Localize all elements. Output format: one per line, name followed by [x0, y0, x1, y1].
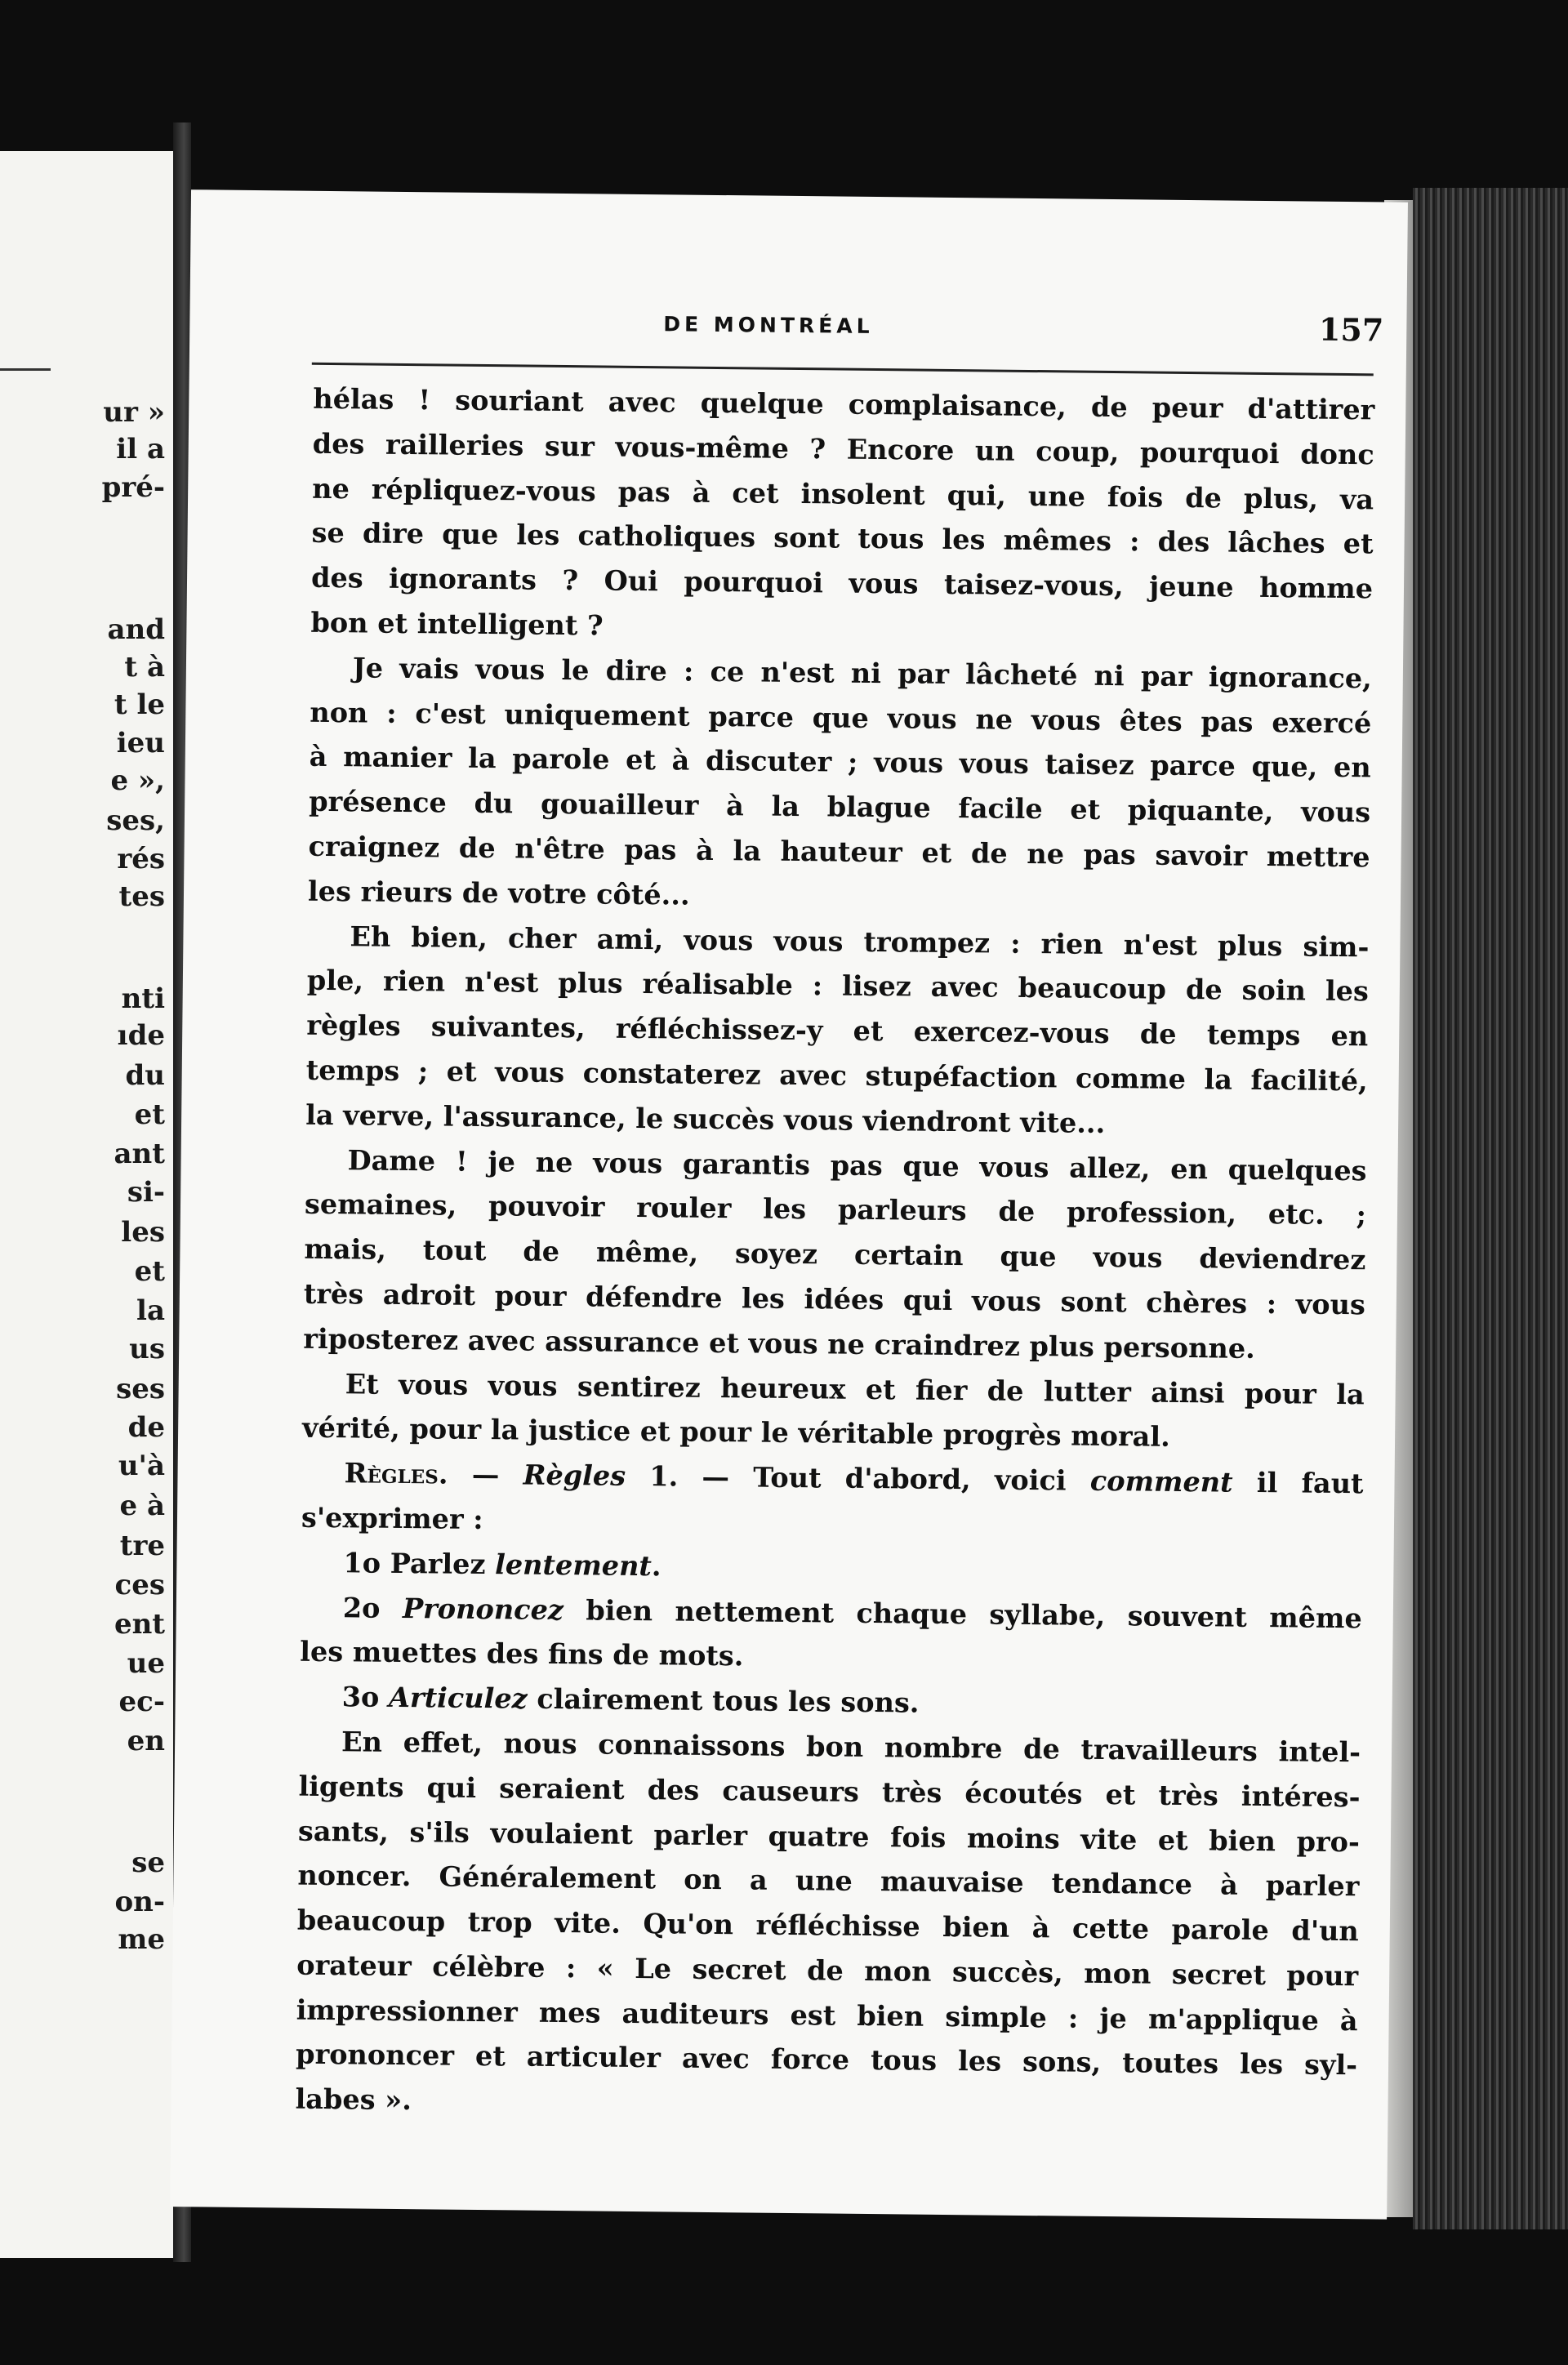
left-page-line-fragment: nti: [121, 982, 165, 1015]
line: mais, tout de même, soyez certain que vous deviendrez: [304, 1232, 1366, 1276]
left-page-line-fragment: se: [131, 1846, 165, 1879]
left-page-line-fragment: et: [134, 1255, 165, 1288]
left-page-line-fragment: ces: [114, 1569, 165, 1601]
left-page-line-fragment: ent: [114, 1608, 165, 1641]
left-page-line-fragment: ant: [114, 1138, 165, 1170]
line: non : c'est uniquement parce que vous ne vous êtes pas exercé: [310, 696, 1372, 739]
line: Dame ! je ne vous garantis pas que vous allez, en quelques: [347, 1143, 1367, 1187]
line: ne répliquez-vous pas à cet insolent qui, une fois de plus, va: [312, 472, 1374, 515]
line: la verve, l'assurance, le succès vous viendront vite...: [305, 1098, 1106, 1139]
line: des railleries sur vous-même ? Encore un coup, pourquoi donc: [312, 427, 1374, 471]
line: règles suivantes, réfléchissez-y et exercez-vous de temps en: [306, 1009, 1369, 1053]
rule-emphasis: lentement: [494, 1548, 653, 1582]
line: beaucoup trop vite. Qu'on réfléchisse bien à cette parole d'un: [296, 1904, 1359, 1948]
left-page-line-fragment: tes: [118, 880, 165, 913]
left-page-line-fragment: les: [121, 1216, 165, 1249]
left-page-line-fragment: tre: [119, 1530, 165, 1562]
page-number: 157: [1318, 310, 1384, 349]
left-page-line-fragment: pré-: [101, 471, 165, 504]
left-page: [0, 151, 173, 2258]
left-page-line-fragment: si-: [127, 1176, 165, 1209]
line: orateur célèbre : « Le secret de mon succès, mon secret pour: [296, 1949, 1359, 1993]
left-page-line-fragment: ses: [116, 1373, 165, 1405]
running-head-title: DE MONTRÉAL: [663, 312, 874, 338]
dash: —: [448, 1458, 523, 1491]
left-page-line-fragment: on-: [114, 1886, 165, 1918]
left-page-line-fragment: and: [107, 613, 165, 646]
line: les muettes des fins de mots.: [300, 1636, 744, 1672]
left-page-line-fragment: ec-: [118, 1686, 165, 1718]
left-page-line-fragment: ıde: [117, 1019, 165, 1052]
left-page-line-fragment: us: [129, 1333, 165, 1365]
line: vérité, pour la justice et pour le véritable progrès moral.: [301, 1412, 1170, 1454]
page-body-text: [295, 377, 1374, 2134]
line: temps ; et vous constaterez avec stupéfaction comme la facilité,: [305, 1053, 1368, 1098]
line: très adroit pour défendre les idées qui vous sont chères : vous: [303, 1277, 1366, 1321]
rules-text-end: il faut: [1232, 1466, 1364, 1500]
left-page-line-fragment: et: [134, 1098, 165, 1131]
line: ple, rien n'est plus réalisable : lisez avec beaucoup de soin les: [306, 964, 1370, 1008]
right-page: [170, 189, 1408, 2219]
line: labes ».: [295, 2082, 412, 2117]
rule-emphasis: Prononcez: [402, 1592, 564, 1626]
left-page-line-fragment: me: [118, 1923, 165, 1956]
line: des ignorants ? Oui pourquoi vous taisez-vous, jeune homme: [310, 561, 1374, 605]
line: ligents qui seraient des causeurs très écoutés et très intéres-: [298, 1770, 1361, 1813]
line: se dire que les catholiques sont tous les mêmes : des lâches et: [311, 517, 1374, 560]
rules-label: Règles: [523, 1459, 626, 1492]
line: craignez de n'être pas à la hauteur et de ne pas savoir mettre: [308, 830, 1370, 874]
left-page-header-rule: [0, 368, 51, 371]
line: Et vous vous sentirez heureux et fier de lutter ainsi pour la: [345, 1367, 1365, 1410]
line: présence du gouailleur à la blague facile et piquante, vous: [308, 785, 1371, 829]
line: sants, s'ils voulaient parler quatre fois moins vite et bien pro-: [297, 1815, 1361, 1858]
rule-number: 2o: [342, 1591, 403, 1624]
rules-text: 1. — Tout d'abord, voici: [625, 1459, 1091, 1497]
paragraph-1: [311, 377, 1375, 612]
left-page-line-fragment: ur »: [103, 396, 165, 429]
rules-emphasis: comment: [1089, 1464, 1233, 1499]
left-page-line-fragment: rés: [117, 843, 165, 875]
line: riposterez avec assurance et vous ne craindrez plus personne.: [303, 1322, 1256, 1365]
left-page-line-fragment: ieu: [116, 727, 165, 759]
left-page-line-fragment: du: [125, 1059, 165, 1092]
line: semaines, pouvoir rouler les parleurs de profession, etc. ;: [304, 1188, 1367, 1231]
paragraph-3: [305, 914, 1369, 1104]
line: Je vais vous le dire : ce n'est ni par lâcheté ni par ignorance,: [352, 652, 1373, 695]
line: impressionner mes auditeurs est bien simple : je m'applique à: [296, 1993, 1358, 2037]
left-page-line-fragment: t à: [124, 651, 165, 684]
header-rule: [312, 363, 1374, 376]
final-paragraph: [296, 1720, 1361, 2089]
rule-text: .: [651, 1549, 662, 1583]
left-page-line-fragment: t le: [114, 688, 165, 721]
rule-emphasis: Articulez: [388, 1681, 528, 1715]
paragraph-4: [304, 1138, 1367, 1328]
line: s'exprimer :: [301, 1501, 483, 1535]
rules-lead: Règles.: [344, 1457, 448, 1490]
rule-number: 3o: [341, 1681, 390, 1713]
book-page-block: [1413, 188, 1568, 2229]
line: les rieurs de votre côté...: [307, 875, 690, 911]
left-page-line-fragment: e »,: [110, 764, 165, 797]
line: hélas ! souriant avec quelque complaisance, de peur d'attirer: [313, 382, 1375, 426]
left-page-line-fragment: il a: [116, 433, 165, 465]
left-page-line-fragment: e à: [119, 1490, 165, 1522]
left-page-line-fragment: de: [127, 1411, 165, 1444]
rule-number: 1o Parlez: [343, 1546, 496, 1580]
running-head: [189, 304, 1406, 358]
line: noncer. Généralement on a une mauvaise tendance à parler: [297, 1859, 1360, 1903]
left-page-line-fragment: en: [127, 1725, 165, 1757]
left-page-line-fragment: ses,: [106, 804, 165, 837]
rule-text: bien nettement chaque syllabe, souvent même: [563, 1593, 1363, 1634]
left-page-line-fragment: ue: [127, 1647, 165, 1680]
paragraph-2: [308, 646, 1372, 881]
rule-text: clairement tous les sons.: [527, 1682, 920, 1719]
left-page-line-fragment: u'à: [118, 1450, 165, 1482]
line: bon et intelligent ?: [310, 606, 604, 642]
line: prononcer et articuler avec force tous les sons, toutes les syl-: [295, 2038, 1358, 2082]
line: Eh bien, cher ami, vous vous trompez : rien n'est plus sim-: [350, 920, 1370, 963]
left-page-line-fragment: la: [136, 1294, 165, 1327]
line: En effet, nous connaissons bon nombre de travailleurs intel-: [341, 1726, 1361, 1769]
line: à manier la parole et à discuter ; vous vous taisez parce que, en: [309, 741, 1371, 784]
